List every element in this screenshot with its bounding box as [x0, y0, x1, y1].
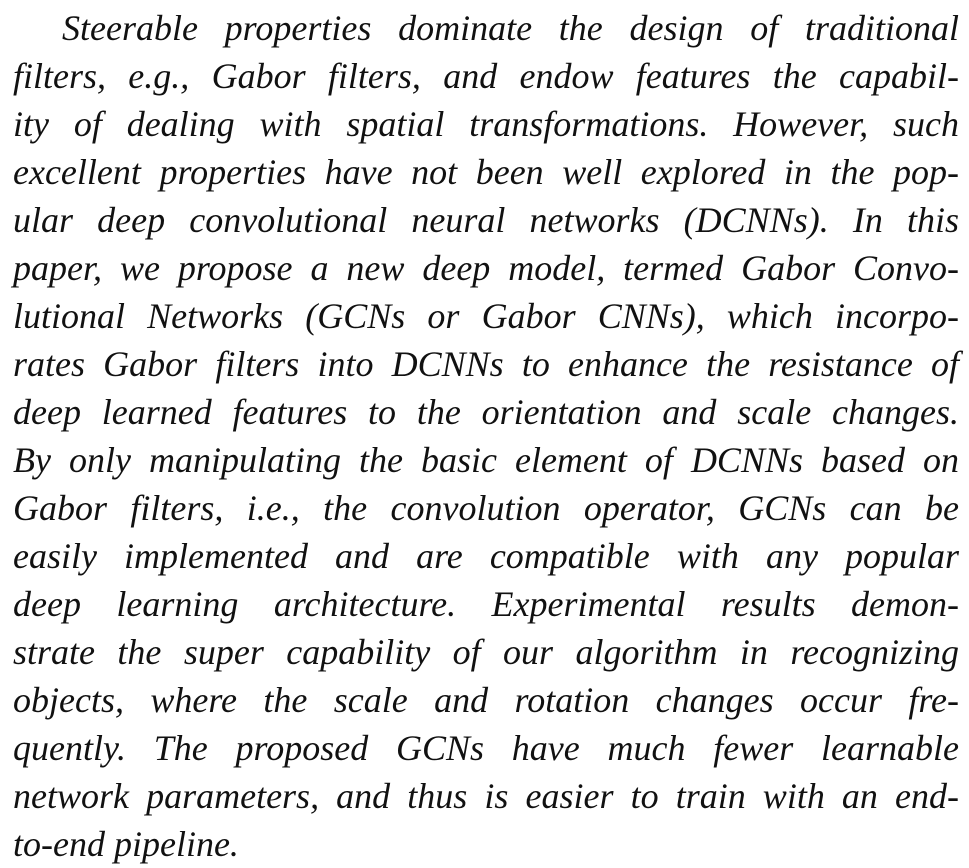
- abstract-line: ular deep convolutional neural networks (DCNNs). In this: [13, 200, 959, 240]
- abstract-line: lutional Networks (GCNs or Gabor CNNs), which incorpo-: [13, 296, 959, 336]
- abstract-line: Steerable properties dominate the design of traditional: [62, 8, 959, 48]
- abstract-line: to-end pipeline.: [13, 824, 239, 864]
- abstract-line: easily implemented and are compatible with any popular: [13, 536, 959, 576]
- abstract-line: filters, e.g., Gabor filters, and endow features the capabil-: [13, 56, 959, 96]
- abstract-line: By only manipulating the basic element of DCNNs based on: [13, 440, 959, 480]
- abstract-line: objects, where the scale and rotation changes occur fre-: [13, 680, 959, 720]
- abstract-line: deep learned features to the orientation and scale changes.: [13, 392, 959, 432]
- abstract-line: quently. The proposed GCNs have much fewer learnable: [13, 728, 959, 768]
- abstract-line: strate the super capability of our algorithm in recognizing: [13, 632, 959, 672]
- abstract-line: excellent properties have not been well explored in the pop-: [13, 152, 959, 192]
- abstract-line: Gabor filters, i.e., the convolution operator, GCNs can be: [13, 488, 959, 528]
- abstract-paragraph: [13, 0, 959, 868]
- abstract-line: network parameters, and thus is easier to train with an end-: [13, 776, 959, 816]
- abstract-line: ity of dealing with spatial transformations. However, such: [13, 104, 959, 144]
- abstract-line: rates Gabor filters into DCNNs to enhance the resistance of: [13, 344, 959, 384]
- abstract-line: deep learning architecture. Experimental results demon-: [13, 584, 959, 624]
- abstract-line: paper, we propose a new deep model, termed Gabor Convo-: [13, 248, 959, 288]
